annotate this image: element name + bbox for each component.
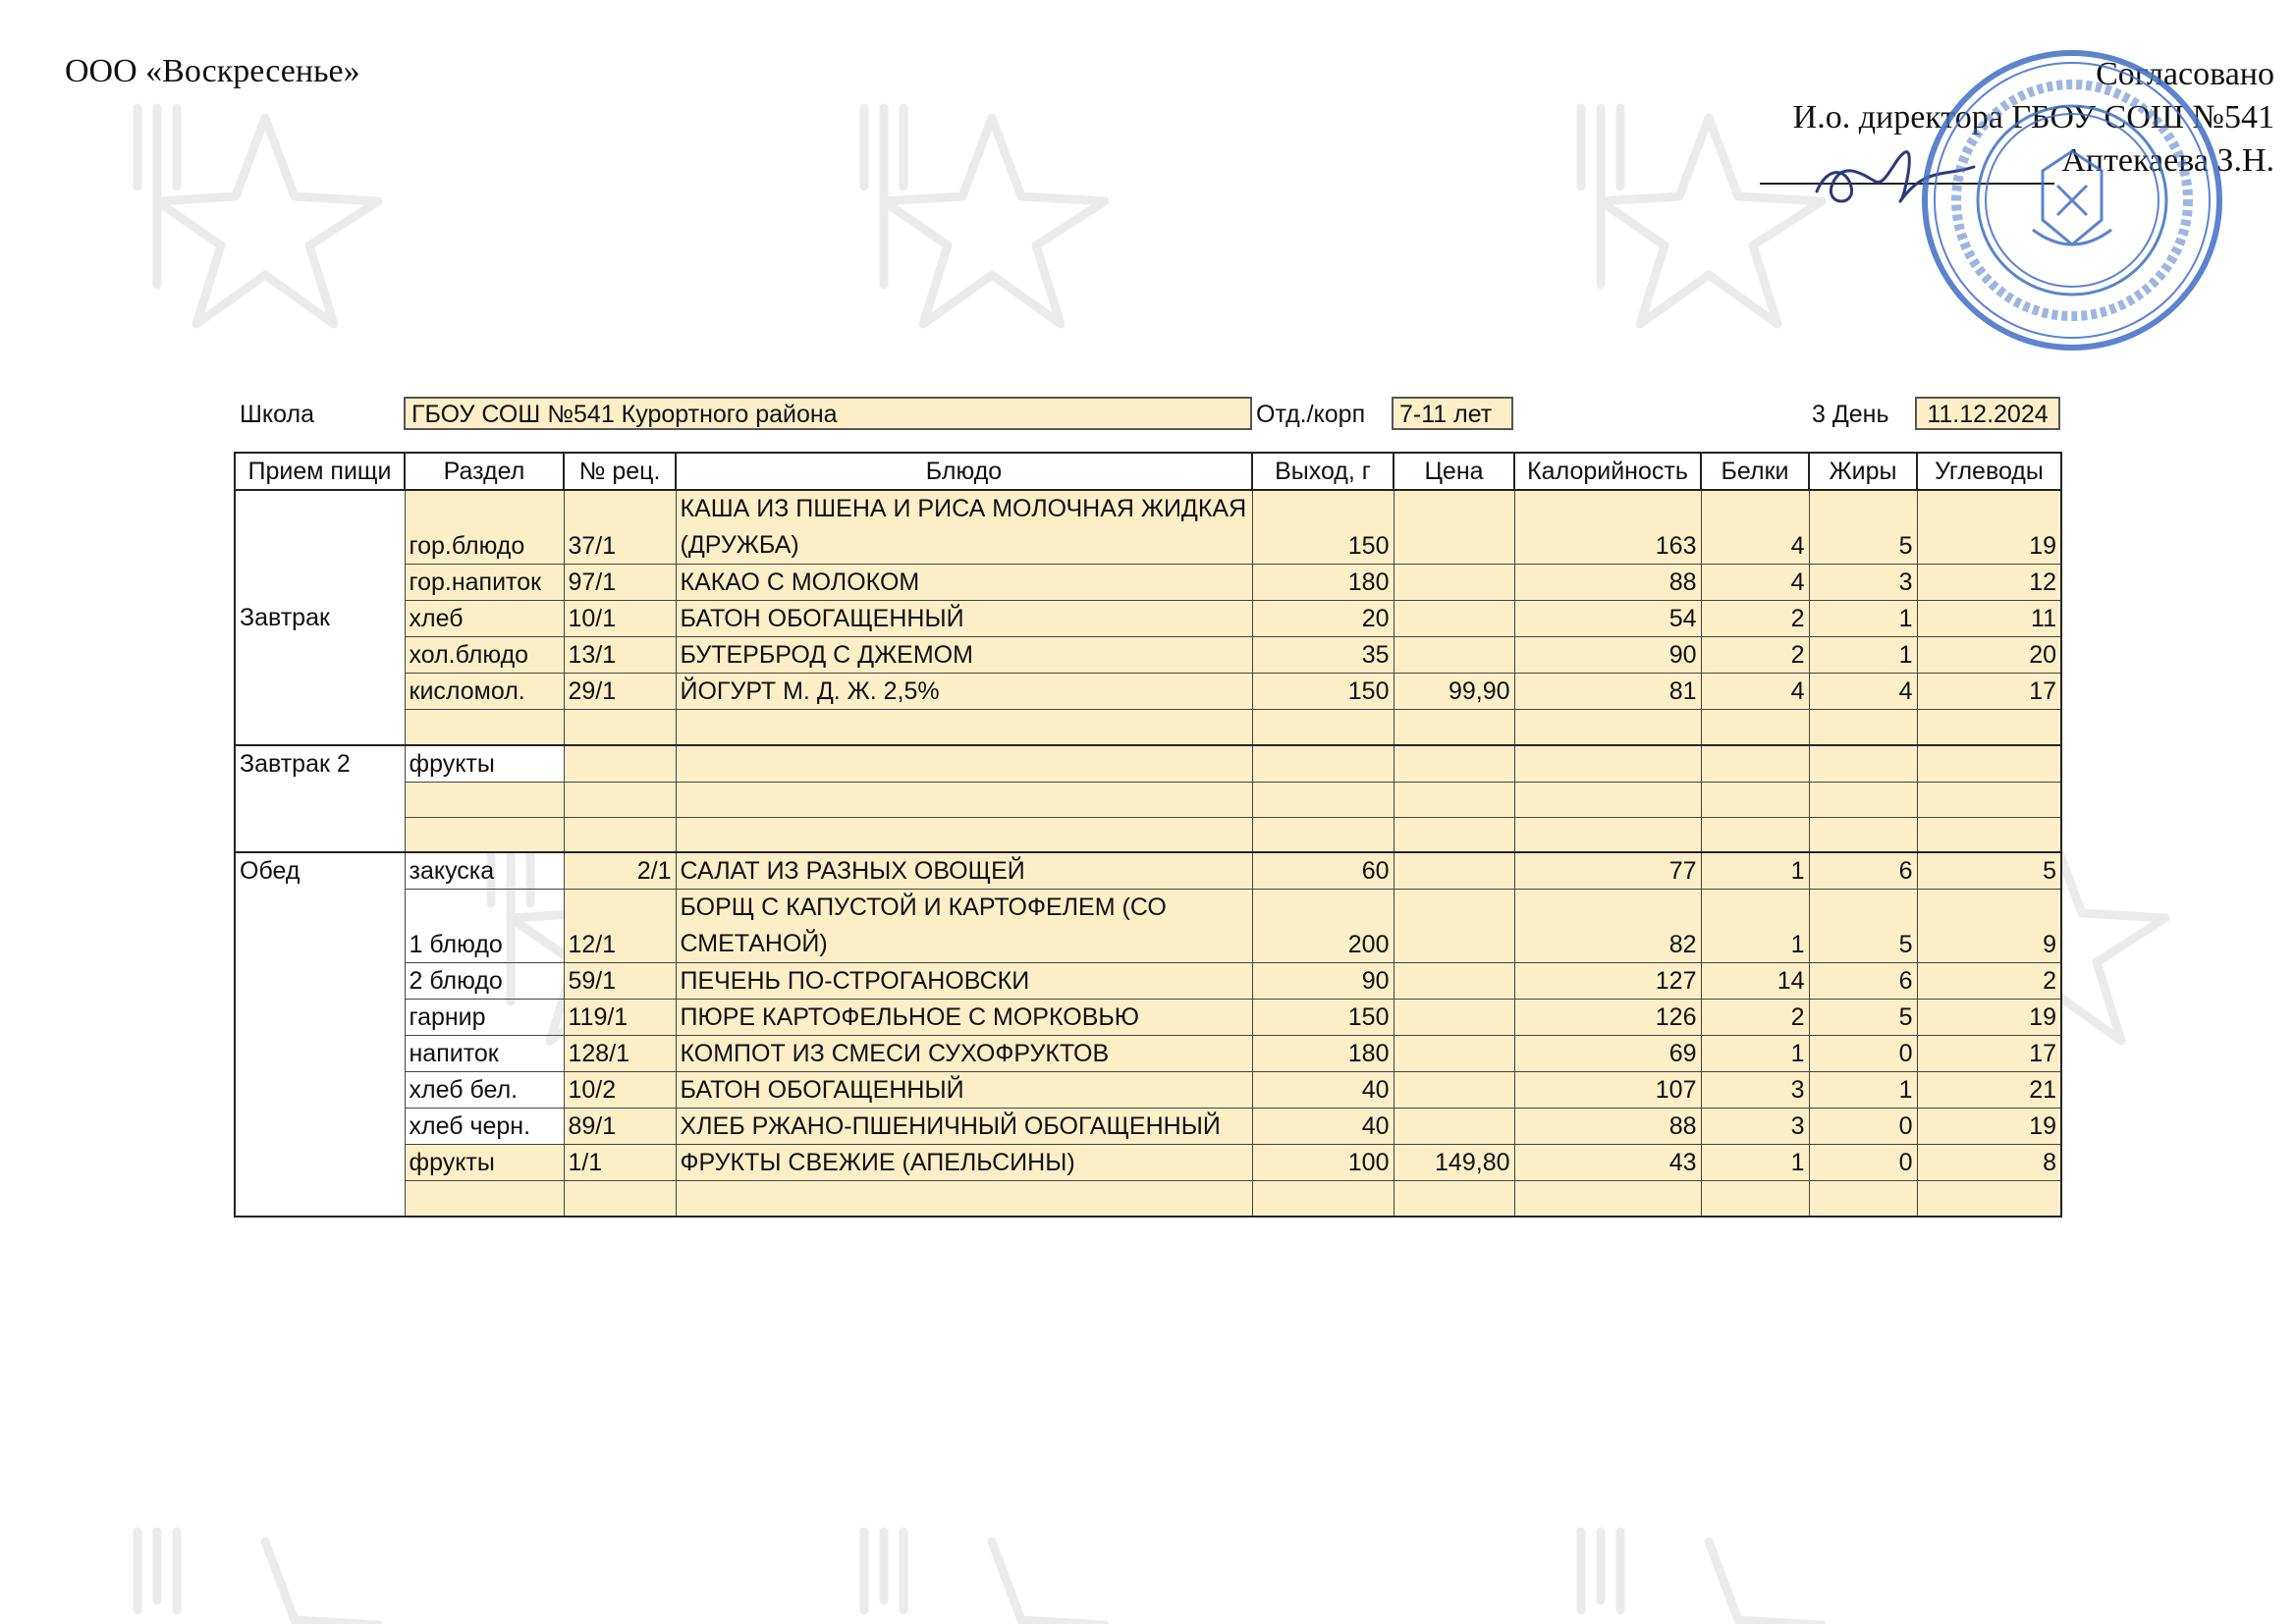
weight-cell (1252, 817, 1394, 852)
recipe-cell (564, 710, 676, 745)
recipe-cell (564, 745, 676, 783)
dish-cell: КОМПОТ ИЗ СМЕСИ СУХОФРУКТОВ (676, 1036, 1252, 1072)
recipe-cell: 13/1 (564, 637, 676, 674)
carbs-cell: 2 (1917, 963, 2061, 1000)
section-cell: фрукты (405, 745, 564, 783)
fat-cell: 4 (1809, 674, 1917, 710)
kcal-col-header: Калорийность (1514, 453, 1701, 490)
weight-cell: 150 (1252, 674, 1394, 710)
recipe-cell: 10/1 (564, 601, 676, 637)
protein-cell (1701, 1181, 1809, 1217)
protein-cell: 3 (1701, 1109, 1809, 1145)
weight-cell: 150 (1252, 1000, 1394, 1036)
section-cell (405, 1181, 564, 1217)
recipe-cell: 119/1 (564, 1000, 676, 1036)
weight-cell: 35 (1252, 637, 1394, 674)
weight-cell: 90 (1252, 963, 1394, 1000)
section-cell: хлеб бел. (405, 1072, 564, 1109)
kcal-cell: 54 (1514, 601, 1701, 637)
table-row (235, 637, 2061, 674)
fat-col-header: Жиры (1809, 453, 1917, 490)
table-row (235, 565, 2061, 601)
recipe-cell: 128/1 (564, 1036, 676, 1072)
section-cell: 2 блюдо (405, 963, 564, 1000)
fat-cell (1809, 782, 1917, 817)
section-cell: напиток (405, 1036, 564, 1072)
carbs-cell: 17 (1917, 1036, 2061, 1072)
recipe-cell: 89/1 (564, 1109, 676, 1145)
price-cell (1394, 1072, 1514, 1109)
section-cell: хол.блюдо (405, 637, 564, 674)
fat-cell: 6 (1809, 963, 1917, 1000)
dish-cell: ЙОГУРТ М. Д. Ж. 2,5% (676, 674, 1252, 710)
menu-table (234, 452, 2062, 1218)
kcal-cell (1514, 710, 1701, 745)
price-cell (1394, 890, 1514, 963)
table-row (235, 1181, 2061, 1217)
recipe-cell (564, 817, 676, 852)
kcal-cell: 88 (1514, 1109, 1701, 1145)
weight-cell: 40 (1252, 1072, 1394, 1109)
kcal-cell: 81 (1514, 674, 1701, 710)
dish-cell: ПЕЧЕНЬ ПО-СТРОГАНОВСКИ (676, 963, 1252, 1000)
kcal-cell: 43 (1514, 1145, 1701, 1181)
recipe-cell (564, 782, 676, 817)
recipe-cell: 12/1 (564, 890, 676, 963)
kcal-cell: 163 (1514, 490, 1701, 565)
fat-cell: 5 (1809, 1000, 1917, 1036)
price-col-header: Цена (1394, 453, 1514, 490)
carbs-cell: 8 (1917, 1145, 2061, 1181)
approval-position: И.о. директора ГБОУ СОШ №541 (1792, 99, 2274, 135)
price-cell (1394, 1109, 1514, 1145)
protein-cell: 1 (1701, 1145, 1809, 1181)
protein-cell: 3 (1701, 1072, 1809, 1109)
dish-cell (676, 745, 1252, 783)
fat-cell: 1 (1809, 637, 1917, 674)
kcal-cell: 82 (1514, 890, 1701, 963)
meal-group (235, 745, 2061, 853)
fat-cell (1809, 817, 1917, 852)
carbs-cell: 20 (1917, 637, 2061, 674)
approval-person: Аптекаева З.Н. (2061, 142, 2274, 179)
carbs-col-header: Углеводы (1917, 453, 2061, 490)
fat-cell: 6 (1809, 852, 1917, 890)
price-cell (1394, 601, 1514, 637)
table-row (235, 745, 2061, 783)
table-row (235, 1145, 2061, 1181)
section-cell: закуска (405, 852, 564, 890)
table-row (235, 601, 2061, 637)
fat-cell (1809, 1181, 1917, 1217)
company-name: ООО «Воскресенье» (65, 53, 360, 89)
table-row (235, 890, 2061, 963)
price-cell (1394, 710, 1514, 745)
weight-cell: 150 (1252, 490, 1394, 565)
fat-cell: 1 (1809, 1072, 1917, 1109)
dish-cell: САЛАТ ИЗ РАЗНЫХ ОВОЩЕЙ (676, 852, 1252, 890)
carbs-cell (1917, 817, 2061, 852)
recipe-cell: 59/1 (564, 963, 676, 1000)
date-field: 11.12.2024 (1915, 397, 2060, 430)
dish-cell: БОРЩ С КАПУСТОЙ И КАРТОФЕЛЕМ (СО СМЕТАНОЙ) (676, 890, 1252, 963)
carbs-cell: 9 (1917, 890, 2061, 963)
kcal-cell (1514, 817, 1701, 852)
protein-cell: 4 (1701, 565, 1809, 601)
protein-cell: 1 (1701, 1036, 1809, 1072)
carbs-cell (1917, 710, 2061, 745)
meal-name-cell: Завтрак 2 (235, 745, 405, 853)
price-cell (1394, 745, 1514, 783)
table-row (235, 710, 2061, 745)
protein-cell: 2 (1701, 1000, 1809, 1036)
school-label: Школа (240, 401, 314, 428)
carbs-cell: 11 (1917, 601, 2061, 637)
section-cell: гор.напиток (405, 565, 564, 601)
dish-cell: ХЛЕБ РЖАНО-ПШЕНИЧНЫЙ ОБОГАЩЕННЫЙ (676, 1109, 1252, 1145)
dish-cell: БАТОН ОБОГАЩЕННЫЙ (676, 1072, 1252, 1109)
price-cell (1394, 1181, 1514, 1217)
table-row (235, 852, 2061, 890)
weight-cell (1252, 782, 1394, 817)
kcal-cell: 90 (1514, 637, 1701, 674)
price-cell (1394, 565, 1514, 601)
weight-cell (1252, 710, 1394, 745)
meal-col-header: Прием пищи (235, 453, 405, 490)
weight-cell: 40 (1252, 1109, 1394, 1145)
section-cell (405, 782, 564, 817)
table-row (235, 490, 2061, 565)
protein-cell: 1 (1701, 852, 1809, 890)
section-cell: кисломол. (405, 674, 564, 710)
dish-cell: БУТЕРБРОД С ДЖЕМОМ (676, 637, 1252, 674)
protein-cell (1701, 710, 1809, 745)
kcal-cell: 77 (1514, 852, 1701, 890)
price-cell: 99,90 (1394, 674, 1514, 710)
carbs-cell (1917, 782, 2061, 817)
section-cell: гор.блюдо (405, 490, 564, 565)
protein-cell: 4 (1701, 674, 1809, 710)
meal-group (235, 490, 2061, 745)
weight-col-header: Выход, г (1252, 453, 1394, 490)
fat-cell (1809, 710, 1917, 745)
approval-title: Согласовано (2096, 56, 2274, 92)
dish-cell: ПЮРЕ КАРТОФЕЛЬНОЕ С МОРКОВЬЮ (676, 1000, 1252, 1036)
protein-cell (1701, 817, 1809, 852)
kcal-cell: 127 (1514, 963, 1701, 1000)
fat-cell: 0 (1809, 1036, 1917, 1072)
price-cell (1394, 817, 1514, 852)
carbs-cell: 19 (1917, 1109, 2061, 1145)
weight-cell: 180 (1252, 565, 1394, 601)
dish-col-header: Блюдо (676, 453, 1252, 490)
price-cell: 149,80 (1394, 1145, 1514, 1181)
price-cell (1394, 782, 1514, 817)
info-row (0, 393, 2296, 436)
recipe-cell: 10/2 (564, 1072, 676, 1109)
dept-field: 7-11 лет (1392, 397, 1513, 430)
protein-cell: 4 (1701, 490, 1809, 565)
dish-cell: ФРУКТЫ СВЕЖИЕ (АПЕЛЬСИНЫ) (676, 1145, 1252, 1181)
price-cell (1394, 963, 1514, 1000)
section-cell: хлеб (405, 601, 564, 637)
recipe-cell: 37/1 (564, 490, 676, 565)
protein-cell (1701, 782, 1809, 817)
price-cell (1394, 852, 1514, 890)
day-label: 3 День (1812, 401, 1889, 428)
meal-name-cell: Обед (235, 852, 405, 1217)
section-col-header: Раздел (405, 453, 564, 490)
carbs-cell: 19 (1917, 490, 2061, 565)
protein-cell: 14 (1701, 963, 1809, 1000)
fat-cell: 5 (1809, 490, 1917, 565)
carbs-cell (1917, 745, 2061, 783)
table-header-row (235, 453, 2061, 490)
section-cell: гарнир (405, 1000, 564, 1036)
dish-cell: КАКАО С МОЛОКОМ (676, 565, 1252, 601)
protein-cell: 2 (1701, 601, 1809, 637)
weight-cell: 200 (1252, 890, 1394, 963)
carbs-cell: 5 (1917, 852, 2061, 890)
table-row (235, 963, 2061, 1000)
carbs-cell: 17 (1917, 674, 2061, 710)
table-row (235, 1109, 2061, 1145)
kcal-cell: 126 (1514, 1000, 1701, 1036)
school-field: ГБОУ СОШ №541 Курортного района (404, 397, 1252, 430)
dish-cell: КАША ИЗ ПШЕНА И РИСА МОЛОЧНАЯ ЖИДКАЯ (ДРУЖБА) (676, 490, 1252, 565)
fat-cell (1809, 745, 1917, 783)
weight-cell: 20 (1252, 601, 1394, 637)
protein-cell: 1 (1701, 890, 1809, 963)
recipe-cell: 1/1 (564, 1145, 676, 1181)
kcal-cell: 88 (1514, 565, 1701, 601)
table-row (235, 1000, 2061, 1036)
kcal-cell: 69 (1514, 1036, 1701, 1072)
weight-cell: 100 (1252, 1145, 1394, 1181)
dish-cell: БАТОН ОБОГАЩЕННЫЙ (676, 601, 1252, 637)
price-cell (1394, 490, 1514, 565)
price-cell (1394, 637, 1514, 674)
section-cell: хлеб черн. (405, 1109, 564, 1145)
recipe-cell: 29/1 (564, 674, 676, 710)
recipe-col-header: № рец. (564, 453, 676, 490)
price-cell (1394, 1036, 1514, 1072)
price-cell (1394, 1000, 1514, 1036)
table-row (235, 1072, 2061, 1109)
kcal-cell (1514, 745, 1701, 783)
recipe-cell: 97/1 (564, 565, 676, 601)
fat-cell: 1 (1809, 601, 1917, 637)
weight-cell: 60 (1252, 852, 1394, 890)
fat-cell: 3 (1809, 565, 1917, 601)
dept-label: Отд./корп (1256, 401, 1366, 428)
carbs-cell: 12 (1917, 565, 2061, 601)
weight-cell (1252, 745, 1394, 783)
protein-cell: 2 (1701, 637, 1809, 674)
dish-cell (676, 1181, 1252, 1217)
meal-name-cell: Завтрак (235, 490, 405, 745)
table-row (235, 1036, 2061, 1072)
dish-cell (676, 710, 1252, 745)
carbs-cell: 19 (1917, 1000, 2061, 1036)
table-row (235, 817, 2061, 852)
recipe-cell: 2/1 (564, 852, 676, 890)
kcal-cell: 107 (1514, 1072, 1701, 1109)
carbs-cell: 21 (1917, 1072, 2061, 1109)
section-cell (405, 710, 564, 745)
section-cell: фрукты (405, 1145, 564, 1181)
table-row (235, 782, 2061, 817)
kcal-cell (1514, 782, 1701, 817)
section-cell: 1 блюдо (405, 890, 564, 963)
official-stamp-icon (1905, 24, 2239, 357)
dish-cell (676, 817, 1252, 852)
protein-col-header: Белки (1701, 453, 1809, 490)
fat-cell: 5 (1809, 890, 1917, 963)
weight-cell (1252, 1181, 1394, 1217)
protein-cell (1701, 745, 1809, 783)
table-row (235, 674, 2061, 710)
dish-cell (676, 782, 1252, 817)
carbs-cell (1917, 1181, 2061, 1217)
recipe-cell (564, 1181, 676, 1217)
weight-cell: 180 (1252, 1036, 1394, 1072)
meal-group (235, 852, 2061, 1217)
fat-cell: 0 (1809, 1145, 1917, 1181)
fat-cell: 0 (1809, 1109, 1917, 1145)
section-cell (405, 817, 564, 852)
kcal-cell (1514, 1181, 1701, 1217)
